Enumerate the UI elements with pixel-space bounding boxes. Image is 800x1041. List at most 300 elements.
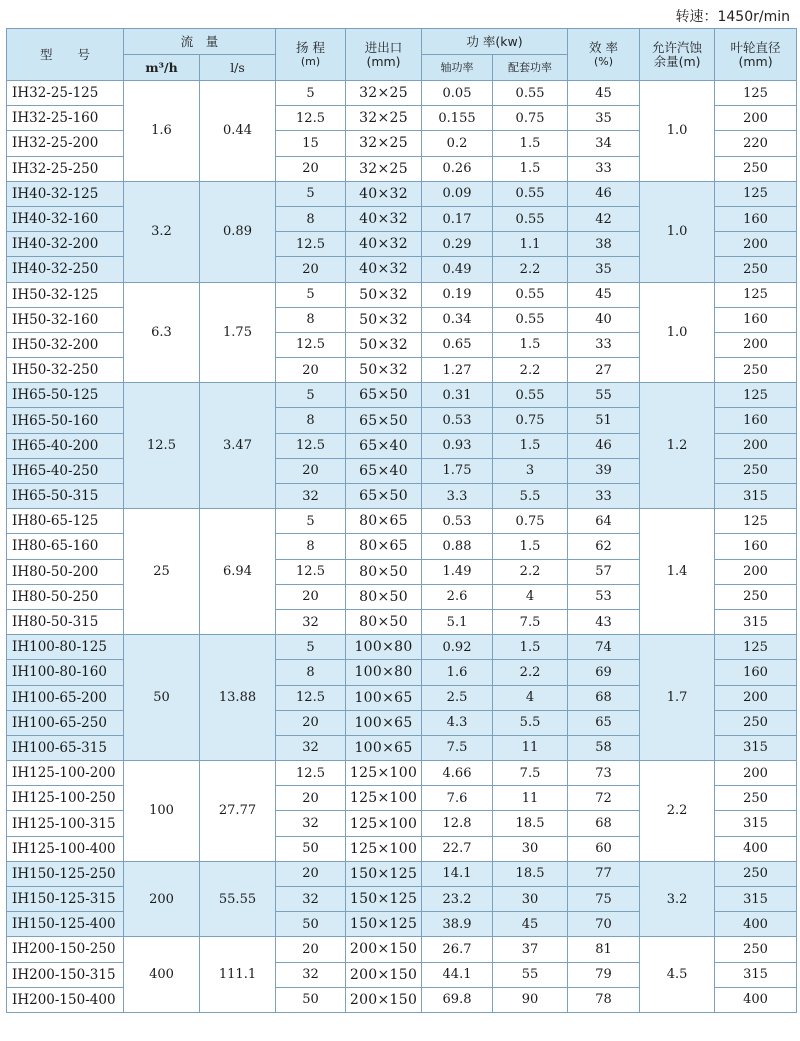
flow-ls-cell: 27.77: [200, 761, 276, 862]
efficiency-cell: 43: [568, 609, 640, 634]
shaft-power-cell: 4.66: [422, 761, 493, 786]
head-cell: 20: [276, 358, 346, 383]
shaft-power-cell: 1.27: [422, 358, 493, 383]
efficiency-cell: 60: [568, 836, 640, 861]
shaft-power-cell: 0.19: [422, 282, 493, 307]
shaft-power-cell: 4.3: [422, 710, 493, 735]
head-cell: 12.5: [276, 685, 346, 710]
efficiency-cell: 62: [568, 534, 640, 559]
col-inlet-label: 进出口: [364, 39, 403, 55]
impeller-cell: 200: [715, 685, 797, 710]
motor-power-cell: 45: [493, 912, 568, 937]
inlet-cell: 125×100: [346, 836, 422, 861]
col-shaft-power: 轴功率: [422, 55, 493, 81]
table-row: [7, 937, 797, 962]
impeller-cell: 160: [715, 408, 797, 433]
impeller-cell: 315: [715, 609, 797, 634]
flow-ls-cell: 3.47: [200, 383, 276, 509]
inlet-cell: 40×32: [346, 232, 422, 257]
motor-power-cell: 18.5: [493, 861, 568, 886]
shaft-power-cell: 0.09: [422, 181, 493, 206]
efficiency-cell: 45: [568, 81, 640, 106]
head-cell: 20: [276, 156, 346, 181]
head-cell: 32: [276, 811, 346, 836]
model-cell: IH50-32-160: [7, 307, 124, 332]
motor-power-cell: 7.5: [493, 761, 568, 786]
model-cell: IH100-80-125: [7, 635, 124, 660]
shaft-power-cell: 0.31: [422, 383, 493, 408]
impeller-cell: 220: [715, 131, 797, 156]
table-body: [7, 81, 797, 1013]
inlet-cell: 125×100: [346, 811, 422, 836]
flow-ls-cell: 0.89: [200, 181, 276, 282]
head-cell: 50: [276, 912, 346, 937]
efficiency-cell: 72: [568, 786, 640, 811]
col-head: [276, 29, 346, 81]
table-row: [7, 81, 797, 106]
motor-power-cell: 0.55: [493, 282, 568, 307]
table-row: [7, 282, 797, 307]
inlet-cell: 65×40: [346, 458, 422, 483]
shaft-power-cell: 0.34: [422, 307, 493, 332]
motor-power-cell: 4: [493, 685, 568, 710]
efficiency-cell: 35: [568, 106, 640, 131]
npsh-cell: 1.0: [640, 282, 715, 383]
inlet-cell: 65×50: [346, 484, 422, 509]
motor-power-cell: 1.5: [493, 635, 568, 660]
impeller-cell: 315: [715, 811, 797, 836]
efficiency-cell: 68: [568, 811, 640, 836]
model-cell: IH80-65-125: [7, 509, 124, 534]
model-cell: IH40-32-125: [7, 181, 124, 206]
flow-m3h-cell: 50: [124, 635, 200, 761]
inlet-cell: 100×65: [346, 685, 422, 710]
col-impeller-label: 叶轮直径: [730, 39, 781, 55]
model-cell: IH50-32-125: [7, 282, 124, 307]
inlet-cell: 80×50: [346, 584, 422, 609]
flow-ls-cell: 55.55: [200, 861, 276, 937]
impeller-cell: 250: [715, 786, 797, 811]
shaft-power-cell: 0.26: [422, 156, 493, 181]
inlet-cell: 65×40: [346, 433, 422, 458]
impeller-cell: 250: [715, 257, 797, 282]
motor-power-cell: 2.2: [493, 559, 568, 584]
motor-power-cell: 5.5: [493, 484, 568, 509]
motor-power-cell: 3: [493, 458, 568, 483]
efficiency-cell: 73: [568, 761, 640, 786]
flow-m3h-cell: 3.2: [124, 181, 200, 282]
inlet-cell: 200×150: [346, 987, 422, 1012]
impeller-cell: 125: [715, 81, 797, 106]
col-efficiency: [568, 29, 640, 81]
flow-m3h-cell: 200: [124, 861, 200, 937]
inlet-cell: 80×65: [346, 534, 422, 559]
impeller-cell: 200: [715, 761, 797, 786]
motor-power-cell: 0.75: [493, 408, 568, 433]
model-cell: IH32-25-125: [7, 81, 124, 106]
motor-power-cell: 1.5: [493, 156, 568, 181]
head-cell: 20: [276, 584, 346, 609]
motor-power-cell: 7.5: [493, 609, 568, 634]
head-cell: 32: [276, 735, 346, 760]
model-cell: IH80-50-250: [7, 584, 124, 609]
table-row: [7, 383, 797, 408]
motor-power-cell: 5.5: [493, 710, 568, 735]
model-cell: IH32-25-200: [7, 131, 124, 156]
table-row: [7, 635, 797, 660]
inlet-cell: 100×65: [346, 710, 422, 735]
impeller-cell: 400: [715, 912, 797, 937]
motor-power-cell: 11: [493, 735, 568, 760]
npsh-cell: 4.5: [640, 937, 715, 1013]
inlet-cell: 150×125: [346, 861, 422, 886]
efficiency-cell: 46: [568, 181, 640, 206]
motor-power-cell: 2.2: [493, 660, 568, 685]
inlet-cell: 100×80: [346, 635, 422, 660]
motor-power-cell: 1.5: [493, 332, 568, 357]
shaft-power-cell: 0.29: [422, 232, 493, 257]
shaft-power-cell: 2.5: [422, 685, 493, 710]
head-cell: 50: [276, 987, 346, 1012]
model-cell: IH65-50-160: [7, 408, 124, 433]
pump-spec-table: [6, 28, 797, 1013]
inlet-cell: 50×32: [346, 358, 422, 383]
impeller-cell: 250: [715, 861, 797, 886]
motor-power-cell: 55: [493, 962, 568, 987]
motor-power-cell: 30: [493, 887, 568, 912]
model-cell: IH125-100-400: [7, 836, 124, 861]
inlet-cell: 32×25: [346, 81, 422, 106]
impeller-cell: 200: [715, 232, 797, 257]
motor-power-cell: 18.5: [493, 811, 568, 836]
model-cell: IH65-50-315: [7, 484, 124, 509]
shaft-power-cell: 0.155: [422, 106, 493, 131]
npsh-cell: 3.2: [640, 861, 715, 937]
flow-m3h-cell: 100: [124, 761, 200, 862]
head-cell: 32: [276, 887, 346, 912]
efficiency-cell: 46: [568, 433, 640, 458]
shaft-power-cell: 2.6: [422, 584, 493, 609]
flow-ls-cell: 0.44: [200, 81, 276, 182]
head-cell: 12.5: [276, 232, 346, 257]
motor-power-cell: 1.1: [493, 232, 568, 257]
impeller-cell: 200: [715, 106, 797, 131]
model-cell: IH100-65-315: [7, 735, 124, 760]
shaft-power-cell: 1.75: [422, 458, 493, 483]
efficiency-cell: 40: [568, 307, 640, 332]
inlet-cell: 150×125: [346, 912, 422, 937]
col-efficiency-unit: (%): [594, 54, 614, 68]
efficiency-cell: 38: [568, 232, 640, 257]
efficiency-cell: 70: [568, 912, 640, 937]
inlet-cell: 40×32: [346, 206, 422, 231]
head-cell: 20: [276, 710, 346, 735]
head-cell: 8: [276, 307, 346, 332]
impeller-cell: 250: [715, 584, 797, 609]
motor-power-cell: 1.5: [493, 131, 568, 156]
model-cell: IH32-25-250: [7, 156, 124, 181]
head-cell: 32: [276, 484, 346, 509]
head-cell: 8: [276, 206, 346, 231]
inlet-cell: 50×32: [346, 282, 422, 307]
motor-power-cell: 0.55: [493, 383, 568, 408]
head-cell: 15: [276, 131, 346, 156]
head-cell: 20: [276, 937, 346, 962]
model-cell: IH65-50-125: [7, 383, 124, 408]
inlet-cell: 50×32: [346, 307, 422, 332]
flow-m3h-cell: 1.6: [124, 81, 200, 182]
head-cell: 8: [276, 534, 346, 559]
efficiency-cell: 27: [568, 358, 640, 383]
model-cell: IH150-125-315: [7, 887, 124, 912]
model-cell: IH125-100-315: [7, 811, 124, 836]
head-cell: 32: [276, 609, 346, 634]
flow-ls-cell: 13.88: [200, 635, 276, 761]
shaft-power-cell: 0.17: [422, 206, 493, 231]
efficiency-cell: 79: [568, 962, 640, 987]
impeller-cell: 160: [715, 534, 797, 559]
impeller-cell: 160: [715, 660, 797, 685]
flow-ls-cell: 111.1: [200, 937, 276, 1013]
flow-m3h-cell: 6.3: [124, 282, 200, 383]
motor-power-cell: 30: [493, 836, 568, 861]
table-row: [7, 861, 797, 886]
head-cell: 12.5: [276, 433, 346, 458]
efficiency-cell: 81: [568, 937, 640, 962]
shaft-power-cell: 38.9: [422, 912, 493, 937]
motor-power-cell: 0.75: [493, 509, 568, 534]
shaft-power-cell: 1.6: [422, 660, 493, 685]
model-cell: IH150-125-250: [7, 861, 124, 886]
efficiency-cell: 75: [568, 887, 640, 912]
impeller-cell: 125: [715, 509, 797, 534]
table-header: [7, 29, 797, 81]
head-cell: 12.5: [276, 559, 346, 584]
shaft-power-cell: 0.93: [422, 433, 493, 458]
col-npsh-unit: 余量(m): [653, 53, 701, 69]
col-impeller: [715, 29, 797, 81]
head-cell: 12.5: [276, 106, 346, 131]
impeller-cell: 200: [715, 559, 797, 584]
model-cell: IH125-100-200: [7, 761, 124, 786]
col-npsh: [640, 29, 715, 81]
efficiency-cell: 33: [568, 156, 640, 181]
motor-power-cell: 0.75: [493, 106, 568, 131]
inlet-cell: 100×65: [346, 735, 422, 760]
impeller-cell: 400: [715, 987, 797, 1012]
efficiency-cell: 51: [568, 408, 640, 433]
model-cell: IH80-50-200: [7, 559, 124, 584]
efficiency-cell: 65: [568, 710, 640, 735]
model-cell: IH80-65-160: [7, 534, 124, 559]
inlet-cell: 100×80: [346, 660, 422, 685]
shaft-power-cell: 0.53: [422, 408, 493, 433]
shaft-power-cell: 0.05: [422, 81, 493, 106]
flow-ls-cell: 6.94: [200, 509, 276, 635]
model-cell: IH65-40-250: [7, 458, 124, 483]
model-cell: IH50-32-200: [7, 332, 124, 357]
npsh-cell: 1.0: [640, 81, 715, 182]
npsh-cell: 2.2: [640, 761, 715, 862]
motor-power-cell: 0.55: [493, 181, 568, 206]
npsh-cell: 1.2: [640, 383, 715, 509]
motor-power-cell: 90: [493, 987, 568, 1012]
col-efficiency-label: 效 率: [589, 39, 619, 55]
shaft-power-cell: 23.2: [422, 887, 493, 912]
shaft-power-cell: 0.53: [422, 509, 493, 534]
inlet-cell: 40×32: [346, 257, 422, 282]
speed-note: 转速：1450r/min: [675, 9, 790, 25]
motor-power-cell: 11: [493, 786, 568, 811]
shaft-power-cell: 0.49: [422, 257, 493, 282]
head-cell: 5: [276, 635, 346, 660]
impeller-cell: 315: [715, 484, 797, 509]
col-inlet: [346, 29, 422, 81]
head-cell: 20: [276, 786, 346, 811]
impeller-cell: 200: [715, 332, 797, 357]
shaft-power-cell: 22.7: [422, 836, 493, 861]
inlet-cell: 65×50: [346, 383, 422, 408]
impeller-cell: 250: [715, 156, 797, 181]
motor-power-cell: 2.2: [493, 358, 568, 383]
head-cell: 32: [276, 962, 346, 987]
inlet-cell: 32×25: [346, 131, 422, 156]
shaft-power-cell: 0.88: [422, 534, 493, 559]
model-cell: IH150-125-400: [7, 912, 124, 937]
shaft-power-cell: 69.8: [422, 987, 493, 1012]
impeller-cell: 315: [715, 962, 797, 987]
impeller-cell: 125: [715, 181, 797, 206]
inlet-cell: 65×50: [346, 408, 422, 433]
impeller-cell: 315: [715, 887, 797, 912]
head-cell: 20: [276, 257, 346, 282]
shaft-power-cell: 7.5: [422, 735, 493, 760]
flow-ls-cell: 1.75: [200, 282, 276, 383]
inlet-cell: 32×25: [346, 106, 422, 131]
impeller-cell: 160: [715, 206, 797, 231]
inlet-cell: 80×65: [346, 509, 422, 534]
efficiency-cell: 33: [568, 484, 640, 509]
head-cell: 8: [276, 408, 346, 433]
efficiency-cell: 42: [568, 206, 640, 231]
inlet-cell: 80×50: [346, 609, 422, 634]
efficiency-cell: 45: [568, 282, 640, 307]
shaft-power-cell: 1.49: [422, 559, 493, 584]
motor-power-cell: 37: [493, 937, 568, 962]
inlet-cell: 80×50: [346, 559, 422, 584]
shaft-power-cell: 0.92: [422, 635, 493, 660]
efficiency-cell: 78: [568, 987, 640, 1012]
efficiency-cell: 53: [568, 584, 640, 609]
impeller-cell: 250: [715, 937, 797, 962]
table-row: [7, 761, 797, 786]
motor-power-cell: 4: [493, 584, 568, 609]
col-model: 型 号: [7, 29, 124, 81]
head-cell: 20: [276, 861, 346, 886]
shaft-power-cell: 3.3: [422, 484, 493, 509]
model-cell: IH65-40-200: [7, 433, 124, 458]
motor-power-cell: 0.55: [493, 81, 568, 106]
npsh-cell: 1.0: [640, 181, 715, 282]
head-cell: 5: [276, 383, 346, 408]
model-cell: IH40-32-160: [7, 206, 124, 231]
efficiency-cell: 55: [568, 383, 640, 408]
col-npsh-label: 允许汽蚀: [652, 39, 703, 55]
shaft-power-cell: 0.65: [422, 332, 493, 357]
head-cell: 5: [276, 509, 346, 534]
model-cell: IH100-65-200: [7, 685, 124, 710]
impeller-cell: 160: [715, 307, 797, 332]
head-cell: 8: [276, 660, 346, 685]
head-cell: 5: [276, 81, 346, 106]
motor-power-cell: 2.2: [493, 257, 568, 282]
impeller-cell: 250: [715, 710, 797, 735]
model-cell: IH200-150-315: [7, 962, 124, 987]
motor-power-cell: 0.55: [493, 307, 568, 332]
flow-m3h-cell: 400: [124, 937, 200, 1013]
col-flow-m3h: m³/h: [124, 55, 200, 81]
efficiency-cell: 69: [568, 660, 640, 685]
shaft-power-cell: 14.1: [422, 861, 493, 886]
efficiency-cell: 35: [568, 257, 640, 282]
shaft-power-cell: 12.8: [422, 811, 493, 836]
col-head-unit: (m): [300, 54, 321, 68]
shaft-power-cell: 5.1: [422, 609, 493, 634]
model-cell: IH40-32-200: [7, 232, 124, 257]
inlet-cell: 50×32: [346, 332, 422, 357]
shaft-power-cell: 44.1: [422, 962, 493, 987]
inlet-cell: 150×125: [346, 887, 422, 912]
inlet-cell: 200×150: [346, 962, 422, 987]
inlet-cell: 32×25: [346, 156, 422, 181]
shaft-power-cell: 0.2: [422, 131, 493, 156]
model-cell: IH80-50-315: [7, 609, 124, 634]
inlet-cell: 200×150: [346, 937, 422, 962]
model-cell: IH100-80-160: [7, 660, 124, 685]
efficiency-cell: 34: [568, 131, 640, 156]
impeller-cell: 125: [715, 383, 797, 408]
efficiency-cell: 58: [568, 735, 640, 760]
efficiency-cell: 33: [568, 332, 640, 357]
inlet-cell: 125×100: [346, 761, 422, 786]
model-cell: IH200-150-250: [7, 937, 124, 962]
table-row: [7, 181, 797, 206]
inlet-cell: 40×32: [346, 181, 422, 206]
efficiency-cell: 74: [568, 635, 640, 660]
flow-m3h-cell: 12.5: [124, 383, 200, 509]
impeller-cell: 400: [715, 836, 797, 861]
efficiency-cell: 64: [568, 509, 640, 534]
motor-power-cell: 1.5: [493, 534, 568, 559]
efficiency-cell: 68: [568, 685, 640, 710]
col-impeller-unit: (mm): [738, 53, 773, 69]
impeller-cell: 250: [715, 458, 797, 483]
impeller-cell: 125: [715, 635, 797, 660]
motor-power-cell: 1.5: [493, 433, 568, 458]
impeller-cell: 315: [715, 735, 797, 760]
model-cell: IH50-32-250: [7, 358, 124, 383]
efficiency-cell: 77: [568, 861, 640, 886]
head-cell: 5: [276, 282, 346, 307]
col-power: 功 率(kw): [422, 29, 568, 55]
npsh-cell: 1.4: [640, 509, 715, 635]
head-cell: 5: [276, 181, 346, 206]
efficiency-cell: 39: [568, 458, 640, 483]
model-cell: IH125-100-250: [7, 786, 124, 811]
model-cell: IH40-32-250: [7, 257, 124, 282]
head-cell: 12.5: [276, 761, 346, 786]
impeller-cell: 125: [715, 282, 797, 307]
